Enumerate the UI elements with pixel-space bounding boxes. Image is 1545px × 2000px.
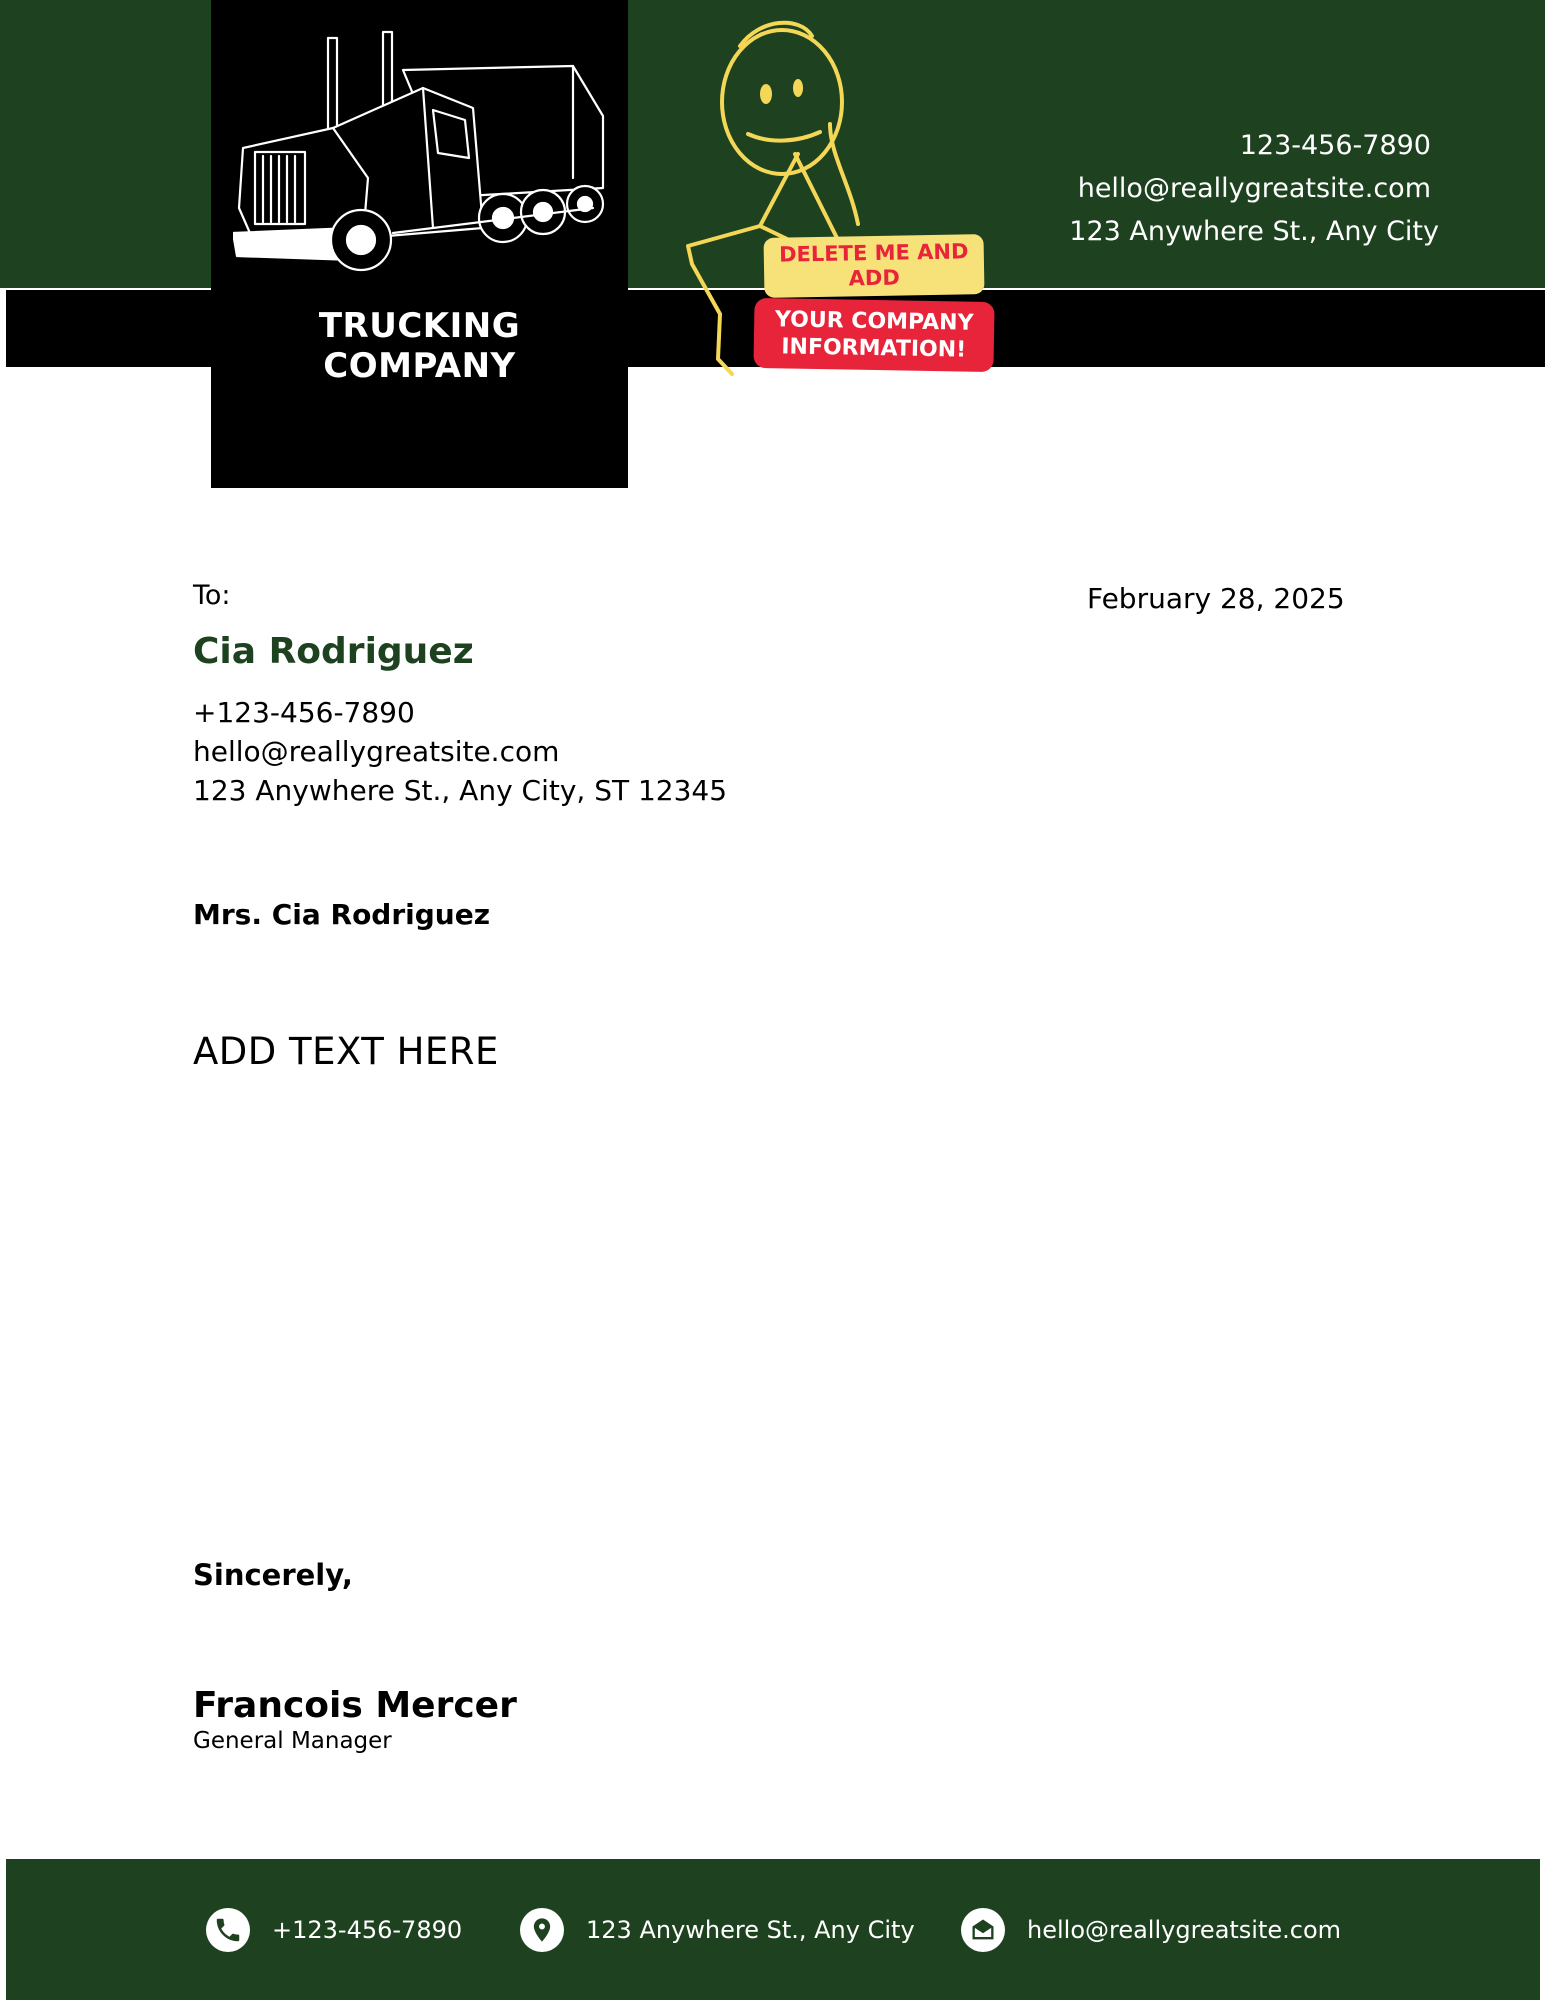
envelope-icon	[961, 1908, 1005, 1952]
signer-name: Francois Mercer	[193, 1685, 517, 1726]
header-email: hello@reallygreatsite.com	[1077, 173, 1431, 204]
header-contact	[979, 124, 1439, 253]
sticker-line2: ADD	[848, 265, 900, 291]
footer-email	[961, 1859, 1341, 2000]
footer-phone-text: +123-456-7890	[272, 1915, 463, 1944]
header-phone: 123-456-7890	[1239, 130, 1431, 161]
letter-date: February 28, 2025	[1087, 582, 1345, 615]
footer-phone	[206, 1859, 462, 2000]
recipient-name: Cia Rodriguez	[193, 631, 474, 672]
location-pin-icon	[520, 1908, 564, 1952]
signer-title: General Manager	[193, 1728, 392, 1754]
header-address: 123 Anywhere St., Any City	[1069, 216, 1439, 247]
footer-email-text: hello@reallygreatsite.com	[1027, 1915, 1342, 1944]
sticker-top-label	[763, 234, 984, 298]
to-label: To:	[193, 580, 231, 611]
closing: Sincerely,	[193, 1558, 353, 1592]
phone-icon	[206, 1908, 250, 1952]
footer-address	[520, 1859, 915, 2000]
recipient-email: hello@reallygreatsite.com	[193, 735, 560, 768]
sticker-line4: INFORMATION!	[781, 334, 967, 363]
sticker-bottom-label	[753, 298, 994, 372]
placeholder-sticker	[752, 234, 1002, 374]
salutation: Mrs. Cia Rodriguez	[193, 898, 491, 931]
company-name	[211, 306, 628, 386]
company-name-line2: COMPANY	[323, 346, 516, 386]
company-name-line1: TRUCKING	[318, 306, 521, 346]
footer-band	[6, 1859, 1540, 2000]
footer-address-text: 123 Anywhere St., Any City	[586, 1915, 915, 1944]
recipient-address: 123 Anywhere St., Any City, ST 12345	[193, 774, 728, 807]
letter-body: ADD TEXT HERE	[193, 1030, 499, 1073]
sticker-line3: YOUR COMPANY	[774, 307, 974, 336]
recipient-phone: +123-456-7890	[193, 696, 415, 729]
company-logo	[211, 0, 628, 488]
recipient-details	[193, 693, 727, 810]
truck-icon	[233, 28, 605, 284]
sticker-line1: DELETE ME AND	[778, 239, 969, 267]
